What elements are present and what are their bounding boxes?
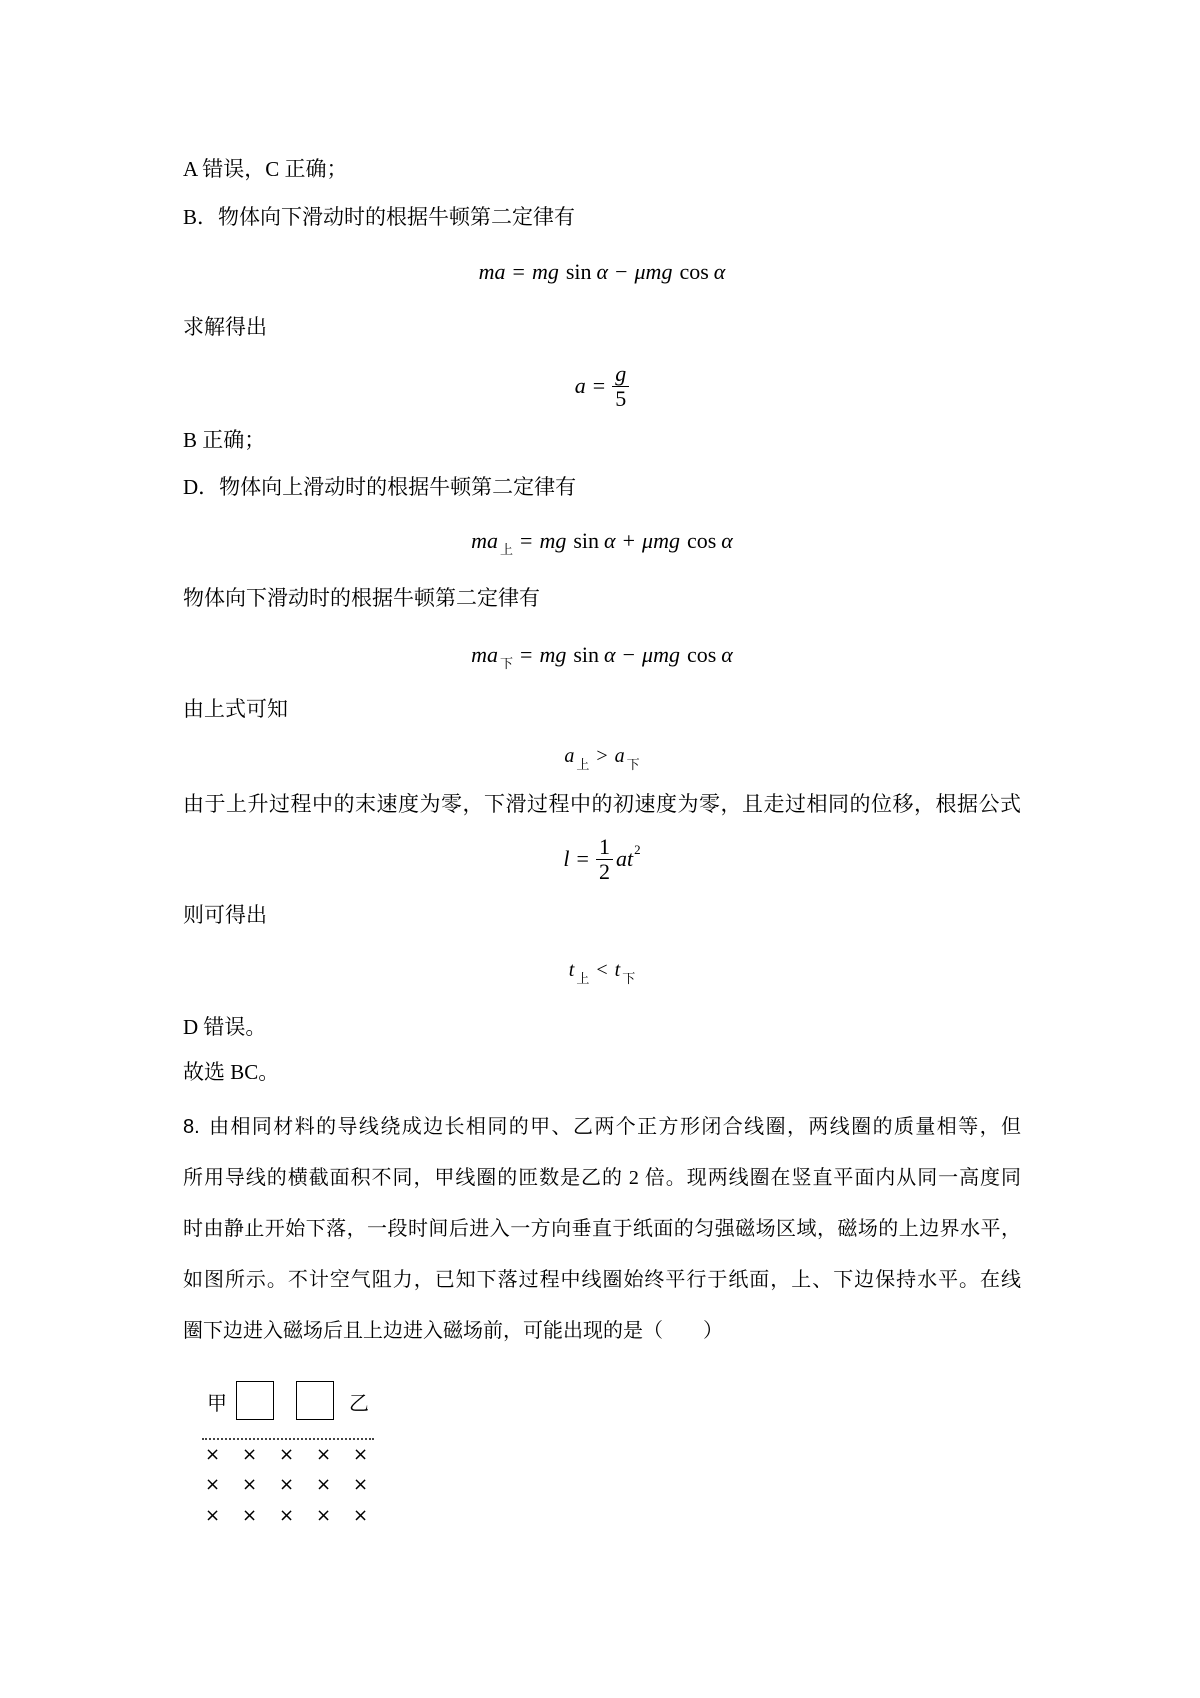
eq-fraction-numerator: g (612, 362, 629, 387)
eq-mass-accel: ma (478, 259, 506, 284)
coil-yi-square (296, 1381, 334, 1420)
magnetic-field-region (194, 1439, 379, 1531)
field-into-page-mark: × (204, 1474, 221, 1496)
field-into-page-mark: × (315, 1474, 332, 1496)
equation-downward-motion (183, 635, 1021, 675)
eq-friction-term: μmg (634, 259, 673, 284)
final-answer: 故选 BC。 (183, 1060, 280, 1084)
field-into-page-mark: × (352, 1443, 369, 1465)
equation-compare-time (183, 950, 1021, 990)
eq-time-symbol: t (614, 958, 621, 981)
eq-mass-accel: ma (471, 642, 499, 667)
field-into-page-mark: × (315, 1443, 332, 1465)
eq-accel-symbol: a (574, 373, 586, 398)
eq-exponent: 2 (634, 842, 641, 857)
eq-subscript-down: 下 (622, 970, 636, 986)
question-line-3: 时由静止开始下落，一段时间后进入一方向垂直于纸面的匀强磁场区域，磁场的上边界水平， (183, 1218, 1021, 1240)
eq-minus-sign: − (615, 259, 628, 284)
from-above-text: 由上式可知 (183, 697, 288, 721)
equation-displacement (183, 831, 1021, 887)
eq-cos-function: cos (686, 528, 717, 553)
option-b-intro: B．物体向下滑动时的根据牛顿第二定律有 (183, 205, 576, 229)
question-text: 由相同材料的导线绕成边长相同的甲、乙两个正方形闭合线圈，两线圈的质量相等，但 (207, 1116, 1021, 1138)
eq-fraction (612, 362, 629, 411)
field-into-page-mark: × (204, 1443, 221, 1465)
field-into-page-mark: × (315, 1504, 332, 1526)
eq-time-symbol: t (568, 958, 575, 981)
eq-cos-function: cos (679, 259, 709, 284)
eq-subscript-up: 上 (576, 970, 590, 986)
eq-greater-than-sign: > (596, 744, 608, 767)
then-text: 则可得出 (183, 903, 267, 927)
eq-weight-term: mg (539, 642, 567, 667)
field-into-page-mark: × (352, 1474, 369, 1496)
eq-subscript-up: 上 (500, 541, 514, 557)
question-line-5: 圈下边进入磁场后且上边进入磁场前，可能出现的是（ ） (183, 1320, 723, 1342)
eq-equals-sign: = (520, 642, 533, 667)
eq-length-symbol: l (563, 846, 570, 871)
field-into-page-mark: × (241, 1443, 258, 1465)
coil-yi-label: 乙 (349, 1391, 369, 1415)
field-into-page-mark: × (241, 1474, 258, 1496)
downward-motion-text: 物体向下滑动时的根据牛顿第二定律有 (183, 586, 540, 610)
eq-angle-symbol: α (604, 528, 616, 553)
field-into-page-mark: × (278, 1474, 295, 1496)
eq-subscript-down: 下 (500, 655, 514, 671)
reasoning-text: 由于上升过程中的末速度为零，下滑过程中的初速度为零，且走过相同的位移，根据公式 (183, 792, 1021, 816)
option-d-intro: D．物体向上滑动时的根据牛顿第二定律有 (183, 475, 577, 499)
option-a-verdict: A 错误，C 正确； (183, 157, 348, 181)
eq-subscript-down: 下 (626, 756, 640, 772)
eq-equals-sign: = (520, 528, 533, 553)
eq-fraction-denominator: 5 (615, 385, 627, 411)
eq-equals-sign: = (592, 373, 606, 398)
field-into-page-mark: × (278, 1504, 295, 1526)
eq-less-than-sign: < (596, 958, 608, 981)
eq-angle-symbol: α (604, 642, 616, 667)
eq-fraction (596, 835, 613, 884)
eq-equals-sign: = (512, 259, 525, 284)
eq-angle-symbol: α (596, 259, 609, 284)
eq-fraction-denominator: 2 (598, 858, 610, 884)
field-into-page-mark: × (352, 1504, 369, 1526)
eq-sin-function: sin (565, 259, 592, 284)
eq-accel-time-term: at (615, 846, 634, 871)
option-d-verdict: D 错误。 (183, 1015, 267, 1039)
question-line-2: 所用导线的横截面积不同，甲线圈的匝数是乙的 2 倍。现两线圈在竖直平面内从同一高度同 (183, 1167, 1021, 1189)
eq-sin-function: sin (573, 642, 600, 667)
question-line-4: 如图所示。不计空气阻力，已知下落过程中线圈始终平行于纸面，上、下边保持水平。在线 (183, 1269, 1021, 1291)
eq-mass-accel: ma (471, 528, 499, 553)
eq-equals-sign: = (576, 846, 589, 871)
eq-plus-sign: + (622, 528, 636, 553)
field-into-page-mark: × (241, 1504, 258, 1526)
equation-upward-motion (183, 521, 1021, 561)
equation-compare-acceleration (183, 736, 1021, 776)
question-number: 8. (183, 1116, 200, 1138)
eq-sin-function: sin (573, 528, 600, 553)
solve-text: 求解得出 (183, 315, 267, 339)
equation-downward-motion-b (183, 252, 1021, 292)
eq-accel-symbol: a (564, 744, 575, 767)
eq-accel-symbol: a (614, 744, 625, 767)
eq-angle-symbol: α (721, 642, 733, 667)
question-line-1 (183, 1113, 1021, 1141)
eq-cos-function: cos (686, 642, 717, 667)
eq-friction-term: μmg (642, 528, 680, 553)
eq-angle-symbol: α (713, 259, 726, 284)
coil-jia-label: 甲 (207, 1391, 227, 1415)
eq-weight-term: mg (539, 528, 567, 553)
eq-subscript-up: 上 (576, 756, 590, 772)
coil-jia-square (236, 1381, 274, 1420)
field-into-page-mark: × (278, 1443, 295, 1465)
field-into-page-mark: × (204, 1504, 221, 1526)
eq-fraction-numerator: 1 (596, 835, 613, 860)
eq-angle-symbol: α (721, 528, 733, 553)
eq-friction-term: μmg (642, 642, 680, 667)
eq-weight-term: mg (531, 259, 559, 284)
eq-minus-sign: − (622, 642, 636, 667)
option-b-verdict: B 正确； (183, 428, 266, 452)
equation-acceleration (183, 358, 1021, 414)
